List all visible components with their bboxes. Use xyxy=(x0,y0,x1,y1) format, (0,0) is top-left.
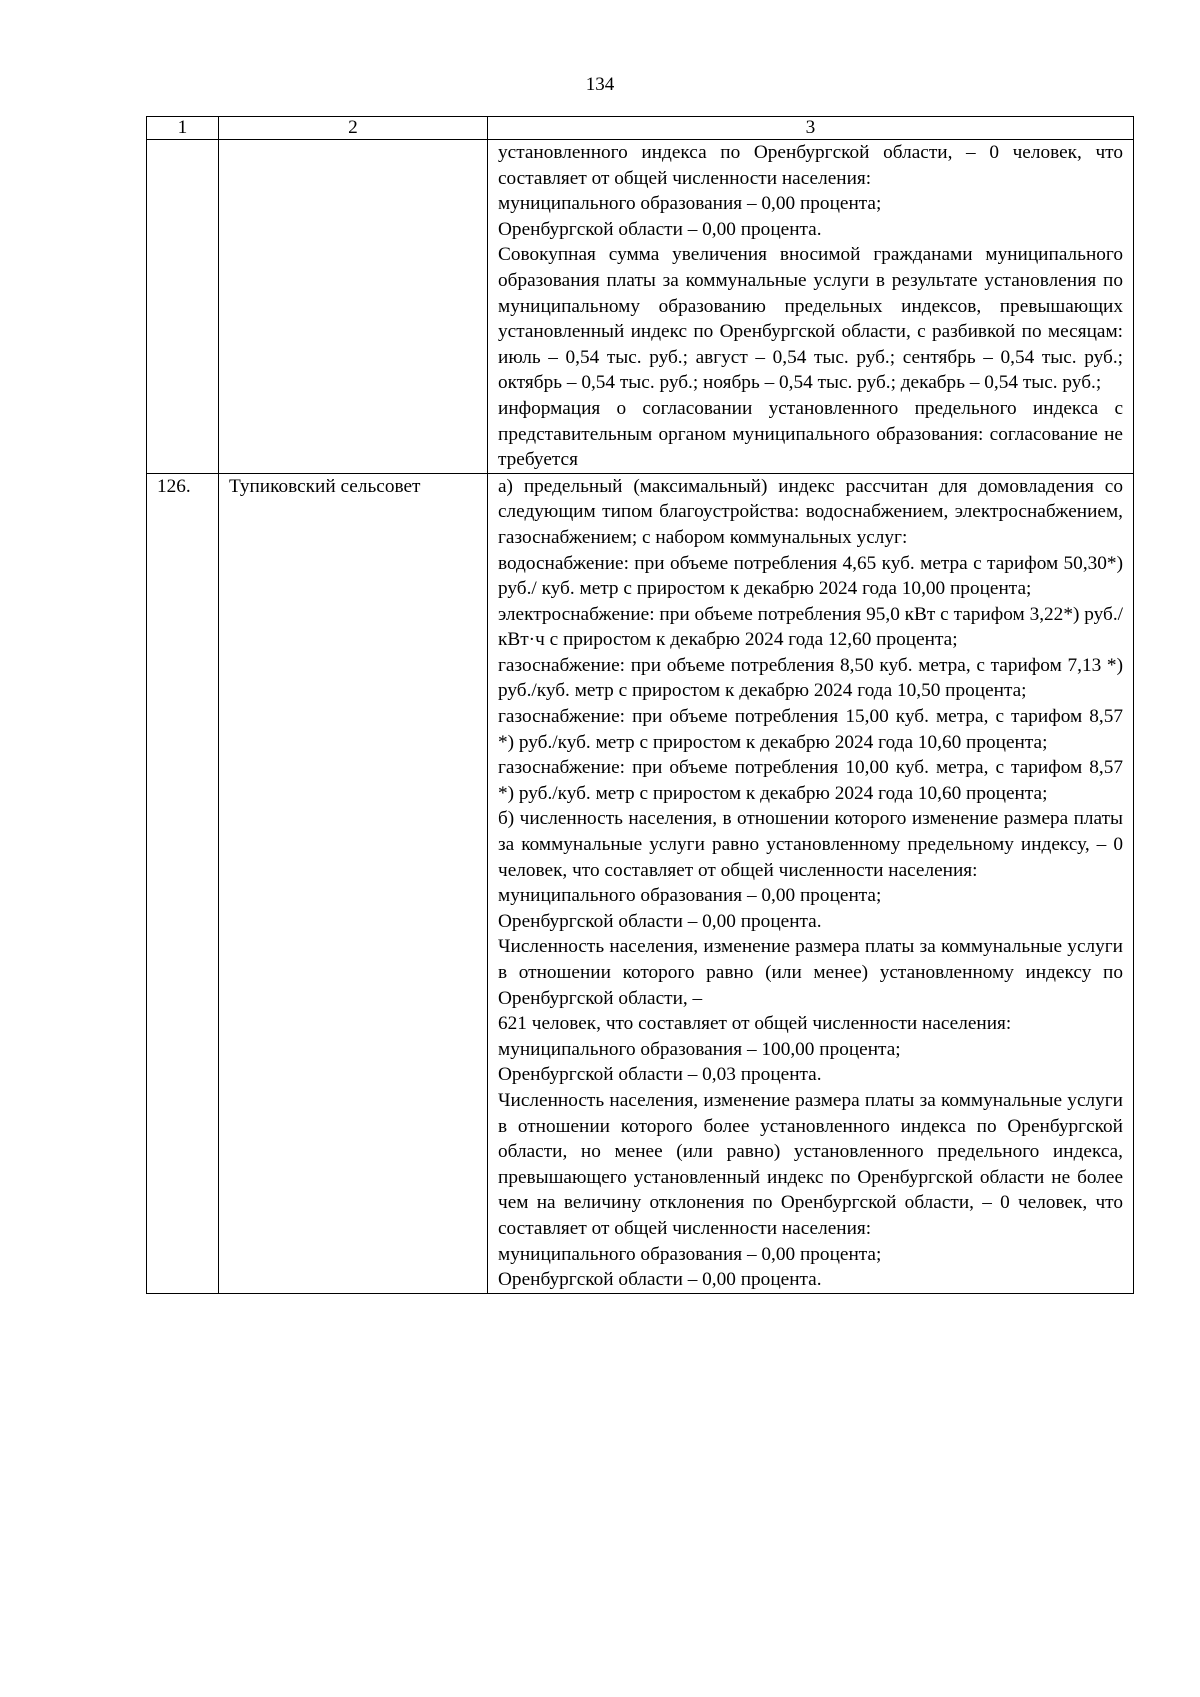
document-table xyxy=(146,116,1134,1294)
paragraph: газоснабжение: при объеме потребления 10,00 куб. метра, с тарифом 8,57 *) руб./куб. метр с приростом к декабрю 2024 года 10,60 процента; xyxy=(498,757,1123,804)
paragraph: 621 человек, что составляет от общей численности населения: xyxy=(498,1013,1012,1035)
paragraph: информация о согласовании установленного предельного индекса с представительным органом муниципального образования: согласование не требуется xyxy=(498,397,1123,471)
column-header-2: 2 xyxy=(219,117,488,140)
paragraph: электроснабжение: при объеме потребления 95,0 кВт с тарифом 3,22*) руб./кВт·ч с приростом к декабрю 2024 года 12,60 процента; xyxy=(498,603,1123,651)
description-cell xyxy=(488,140,1134,474)
municipality-name-cell xyxy=(219,140,488,474)
description-cell xyxy=(488,473,1134,1293)
page-number: 134 xyxy=(585,74,615,95)
table-header-row xyxy=(147,117,1134,140)
paragraph: муниципального образования – 0,00 процента; xyxy=(498,1243,882,1265)
table-row-126 xyxy=(147,473,1134,1293)
paragraph: муниципального образования – 100,00 процента; xyxy=(498,1038,901,1060)
paragraph: установленного индекса по Оренбургской области, – 0 человек, что составляет от общей численности населения: xyxy=(498,142,1123,189)
column-header-3: 3 xyxy=(488,117,1134,140)
row-number-cell: 126. xyxy=(147,473,219,1293)
paragraph: б) численность населения, в отношении которого изменение размера платы за коммунальные услуги равно установленному предельному индексу, – 0 человек, что составляет от общей численности населения: xyxy=(498,808,1123,881)
paragraph: Оренбургской области – 0,00 процента. xyxy=(498,218,822,240)
paragraph: Оренбургской области – 0,00 процента. xyxy=(498,910,822,932)
paragraph: муниципального образования – 0,00 процента; xyxy=(498,885,882,907)
paragraph: а) предельный (максимальный) индекс рассчитан для домовладения со следующим типом благоустройства: водоснабжением, электроснабжением, газоснабжением; с набором коммунальных услуг: xyxy=(498,475,1123,548)
row-number-cell xyxy=(147,140,219,474)
paragraph: газоснабжение: при объеме потребления 15,00 куб. метра, с тарифом 8,57 *) руб./куб. метр с приростом к декабрю 2024 года 10,60 процента; xyxy=(498,706,1123,753)
municipality-name-cell: Тупиковский сельсовет xyxy=(219,473,488,1293)
paragraph: Оренбургской области – 0,03 процента. xyxy=(498,1064,822,1086)
table-row-continuation xyxy=(147,140,1134,474)
paragraph: муниципального образования – 0,00 процента; xyxy=(498,193,882,215)
paragraph: Оренбургской области – 0,00 процента. xyxy=(498,1269,822,1291)
paragraph: Численность населения, изменение размера платы за коммунальные услуги в отношении которого более установленного индекса по Оренбургской области, но менее (или равно) установленного предельного индекса, превышающего установленный индекс по Оренбургской области не более чем на величину отклонения по Оренбургской области, – 0 человек, что составляет от общей численности населения: xyxy=(498,1089,1123,1239)
paragraph: Совокупная сумма увеличения вносимой гражданами муниципального образования платы за коммунальные услуги в результате установления по муниципальному образованию предельных индексов, превышающих установленный индекс по Оренбургской области, с разбивкой по месяцам: июль – 0,54 тыс. руб.; август – 0,54 тыс. руб.; сентябрь – 0,54 тыс. руб.; октябрь – 0,54 тыс. руб.; ноябрь – 0,54 тыс. руб.; декабрь – 0,54 тыс. руб.; xyxy=(498,244,1123,394)
paragraph: Численность населения, изменение размера платы за коммунальные услуги в отношении которого равно (или менее) установленному индексу по Оренбургской области, – xyxy=(498,936,1123,1009)
paragraph: газоснабжение: при объеме потребления 8,50 куб. метра, с тарифом 7,13 *) руб./куб. метр с приростом к декабрю 2024 года 10,50 процента; xyxy=(498,654,1123,702)
column-header-1: 1 xyxy=(147,117,219,140)
paragraph: водоснабжение: при объеме потребления 4,65 куб. метра с тарифом 50,30*) руб./ куб. метр с приростом к декабрю 2024 года 10,00 процента; xyxy=(498,552,1123,600)
